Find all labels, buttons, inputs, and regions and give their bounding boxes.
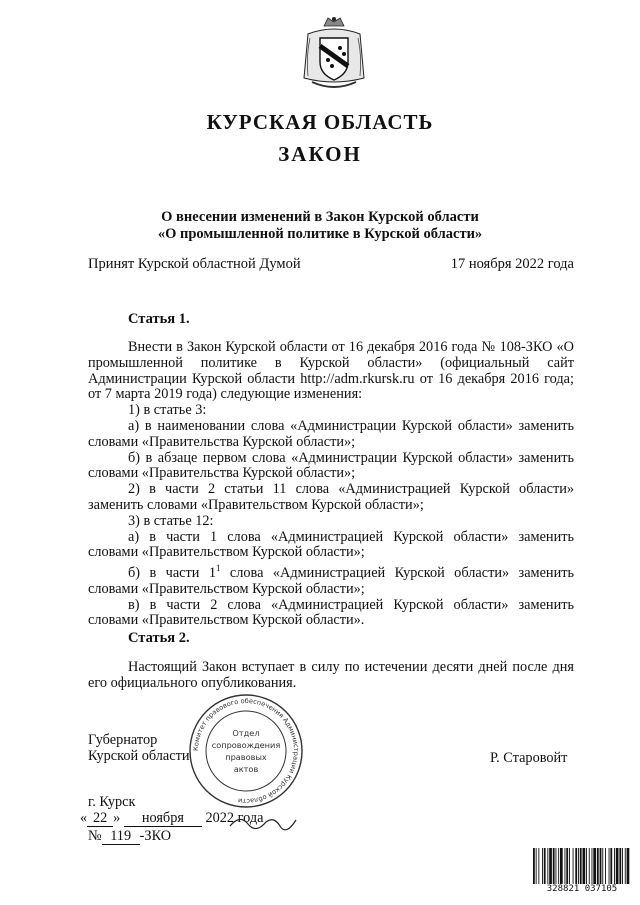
coat-of-arms-emblem bbox=[298, 16, 370, 92]
barcode-bar bbox=[544, 848, 546, 884]
barcode-bar bbox=[542, 848, 543, 884]
city: г. Курск bbox=[88, 794, 136, 810]
date-close-quote: » bbox=[113, 810, 121, 826]
barcode-bar bbox=[553, 848, 555, 884]
barcode-bar bbox=[580, 848, 582, 884]
barcode-bar bbox=[614, 848, 615, 884]
barcode-bar bbox=[569, 848, 570, 884]
adoption-line bbox=[88, 256, 574, 273]
article-2-heading: Статья 2. bbox=[128, 630, 190, 646]
barcode-bar bbox=[610, 848, 612, 884]
barcode-bar bbox=[533, 848, 535, 884]
article-1-body bbox=[88, 340, 574, 629]
position-line-1: Губернатор bbox=[88, 732, 158, 748]
item-3b-pre: б) в части 1 bbox=[128, 564, 216, 581]
barcode-number: 328821 037105 bbox=[546, 884, 618, 894]
barcode-bar bbox=[575, 848, 577, 884]
law-number bbox=[88, 828, 171, 845]
date-month: ноября bbox=[124, 810, 202, 827]
date-year: 2022 года bbox=[205, 810, 264, 826]
item-3b-superscript: 1 bbox=[216, 563, 221, 574]
barcode-bar bbox=[578, 848, 579, 884]
barcode-bar bbox=[583, 848, 586, 884]
barcode-bar bbox=[538, 848, 539, 884]
number-prefix: № bbox=[88, 828, 102, 844]
barcode-bar bbox=[565, 848, 566, 884]
barcode-bar bbox=[549, 848, 552, 884]
barcode-bar bbox=[586, 848, 587, 884]
handwritten-signature bbox=[228, 812, 298, 834]
barcode-bar bbox=[556, 848, 557, 884]
barcode bbox=[532, 848, 632, 886]
item-3b bbox=[88, 561, 574, 597]
number-suffix: -ЗКО bbox=[139, 828, 172, 844]
law-title-line-2: «О промышленной политике в Курской области» bbox=[157, 226, 483, 242]
governor-position bbox=[88, 732, 190, 764]
law-title-line-1: О внесении изменений в Закон Курской области bbox=[161, 209, 479, 225]
stamp-line-2: сопровождения bbox=[211, 740, 281, 750]
number-value: 119 bbox=[102, 828, 140, 845]
stamp-line-3: правовых bbox=[225, 752, 267, 762]
stamp-line-1: Отдел bbox=[232, 728, 260, 738]
barcode-bar bbox=[622, 848, 623, 884]
position-line-2: Курской области bbox=[88, 748, 190, 764]
barcode-bar bbox=[627, 848, 630, 884]
barcode-bar bbox=[566, 848, 568, 884]
barcode-bar bbox=[536, 848, 537, 884]
article-2-text: Настоящий Закон вступает в силу по истечении десяти дней после дня его официального опубликования. bbox=[88, 659, 574, 691]
barcode-bar bbox=[547, 848, 548, 884]
barcode-bar bbox=[558, 848, 559, 884]
barcode-bar bbox=[589, 848, 590, 884]
document-type-heading: ЗАКОН bbox=[278, 142, 362, 166]
article-1-intro: Внести в Закон Курской области от 16 декабря 2016 года № 108-ЗКО «О промышленной политике в Курской области» (официальный сайт Администрации Курской области http://adm.rkursk.ru от 16 декабря 2016 года; от 7 марта 2019 года) следующие изменения: bbox=[88, 339, 574, 403]
barcode-bar bbox=[600, 848, 602, 884]
stamp-line-4: актов bbox=[233, 764, 259, 774]
barcode-bar bbox=[593, 848, 596, 884]
article-2-body bbox=[88, 660, 574, 692]
adoption-date: 17 ноября 2022 года bbox=[450, 256, 574, 272]
article-1-heading: Статья 1. bbox=[128, 311, 190, 327]
barcode-bar bbox=[560, 848, 563, 884]
item-1b: б) в абзаце первом слова «Администрации Курской области» заменить словами «Правительства Курской области»; bbox=[88, 449, 574, 482]
item-3c: в) в части 2 слова «Администрацией Курской области» заменить словами «Правительством Курской области». bbox=[88, 596, 574, 629]
item-1: 1) в статье 3: bbox=[128, 402, 207, 419]
barcode-bar bbox=[602, 848, 603, 884]
date-day: 22 bbox=[87, 810, 113, 827]
barcode-bar bbox=[573, 848, 574, 884]
barcode-bar bbox=[597, 848, 599, 884]
barcode-bar bbox=[616, 848, 619, 884]
item-3: 3) в статье 12: bbox=[128, 512, 214, 529]
barcode-bar bbox=[625, 848, 626, 884]
stamp-ring-text: Комитет правового обеспечения Администрации Курской области bbox=[191, 696, 301, 806]
date-open-quote: « bbox=[80, 810, 88, 826]
barcode-bar bbox=[619, 848, 621, 884]
official-stamp bbox=[187, 692, 305, 810]
item-1a: а) в наименовании слова «Администрации Курской области» заменить словами «Правительства Курской области»; bbox=[88, 417, 574, 450]
law-title bbox=[0, 209, 640, 243]
governor-name: Р. Старовойт bbox=[490, 750, 568, 766]
item-2: 2) в части 2 статьи 11 слова «Администрацией Курской области» заменить словами «Правительством Курской области»; bbox=[88, 481, 574, 513]
barcode-bar bbox=[592, 848, 593, 884]
adopted-by: Принят Курской областной Думой bbox=[88, 256, 301, 272]
barcode-bar bbox=[605, 848, 606, 884]
region-heading: КУРСКАЯ ОБЛАСТЬ bbox=[206, 110, 434, 134]
barcode-bar bbox=[609, 848, 610, 884]
item-3b-post: слова «Администрацией Курской области» заменить словами «Правительством Курской области»; bbox=[88, 564, 575, 597]
item-3a: а) в части 1 слова «Администрацией Курской области» заменить словами «Правительством Курской области»; bbox=[88, 528, 574, 561]
